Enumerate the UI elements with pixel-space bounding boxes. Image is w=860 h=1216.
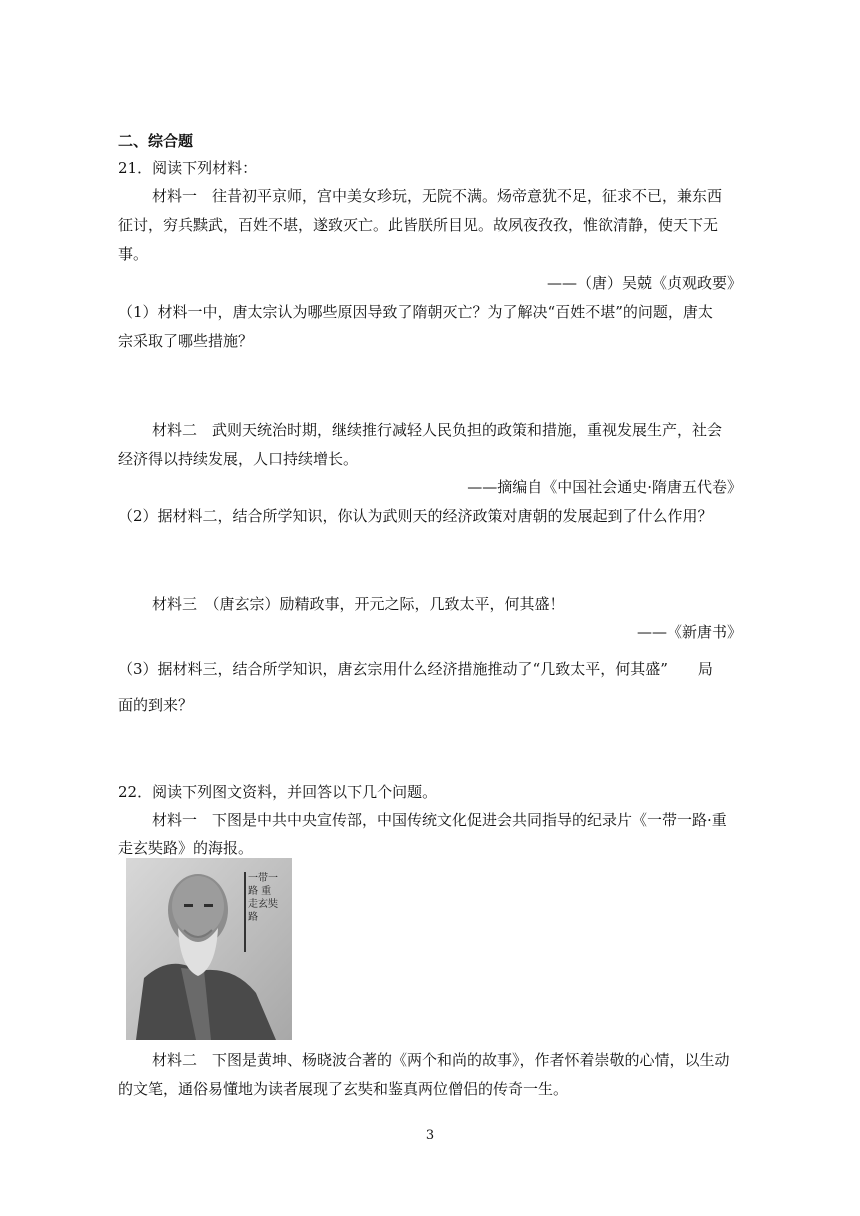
q22-stem: 22．阅读下列图文资料，并回答以下几个问题。 <box>118 783 438 801</box>
q21-material3-source: ——《新唐书》 <box>636 623 742 641</box>
page-number: 3 <box>425 1128 435 1143</box>
q22-material2-line2: 的文笔，通俗易懂地为读者展现了玄奘和鉴真两位僧侣的传奇一生。 <box>118 1080 569 1098</box>
q21-material1-source: ——（唐）吴兢《贞观政要》 <box>546 274 742 292</box>
q21-question3-line2: 面的到来？ <box>118 696 194 714</box>
q21-material2-line2: 经济得以持续发展，人口持续增长。 <box>118 450 359 468</box>
q21-material1-line1: 材料一 往昔初平京师，宫中美女珍玩，无院不满。炀帝意犹不足，征求不已，兼东西 <box>152 187 723 205</box>
q21-material1-line2: 征讨，穷兵黩武，百姓不堪，遂致灭亡。此皆朕所目见。故夙夜孜孜，惟欲清静，使天下无 <box>118 216 719 234</box>
q21-material2-line1: 材料二 武则天统治时期，继续推行减轻人民负担的政策和措施，重视发展生产，社会 <box>152 421 723 439</box>
poster-title: 一带一路 重走玄奘路 <box>248 873 278 923</box>
q21-material3: 材料三 （唐玄宗）励精政事，开元之际，几致太平，何其盛！ <box>152 595 565 613</box>
poster-image <box>126 858 292 1040</box>
q21-question2: （2）据材料二，结合所学知识，你认为武则天的经济政策对唐朝的发展起到了什么作用？ <box>118 507 713 525</box>
q21-question3-line1: （3）据材料三，结合所学知识，唐玄宗用什么经济措施推动了“几致太平，何其盛” 局 <box>118 660 713 678</box>
q22-material1-line2: 走玄奘路》的海报。 <box>118 839 254 857</box>
q21-stem: 21．阅读下列材料： <box>118 159 258 177</box>
q21-material2-source: ——摘编自《中国社会通史·隋唐五代卷》 <box>467 478 742 496</box>
q21-question1-line1: （1）材料一中，唐太宗认为哪些原因导致了隋朝灭亡？为了解决“百姓不堪”的问题，唐太 <box>118 303 713 321</box>
q22-material2-line1: 材料二 下图是黄坤、杨晓波合著的《两个和尚的故事》，作者怀着崇敬的心情，以生动 <box>152 1051 730 1069</box>
q21-material1-line3: 事。 <box>118 245 149 263</box>
section-title: 二、综合题 <box>118 132 194 150</box>
q21-question1-line2: 宗采取了哪些措施？ <box>118 332 254 350</box>
q22-material1-line1: 材料一 下图是中共中央宣传部，中国传统文化促进会共同指导的纪录片《一带一路·重 <box>152 811 727 829</box>
